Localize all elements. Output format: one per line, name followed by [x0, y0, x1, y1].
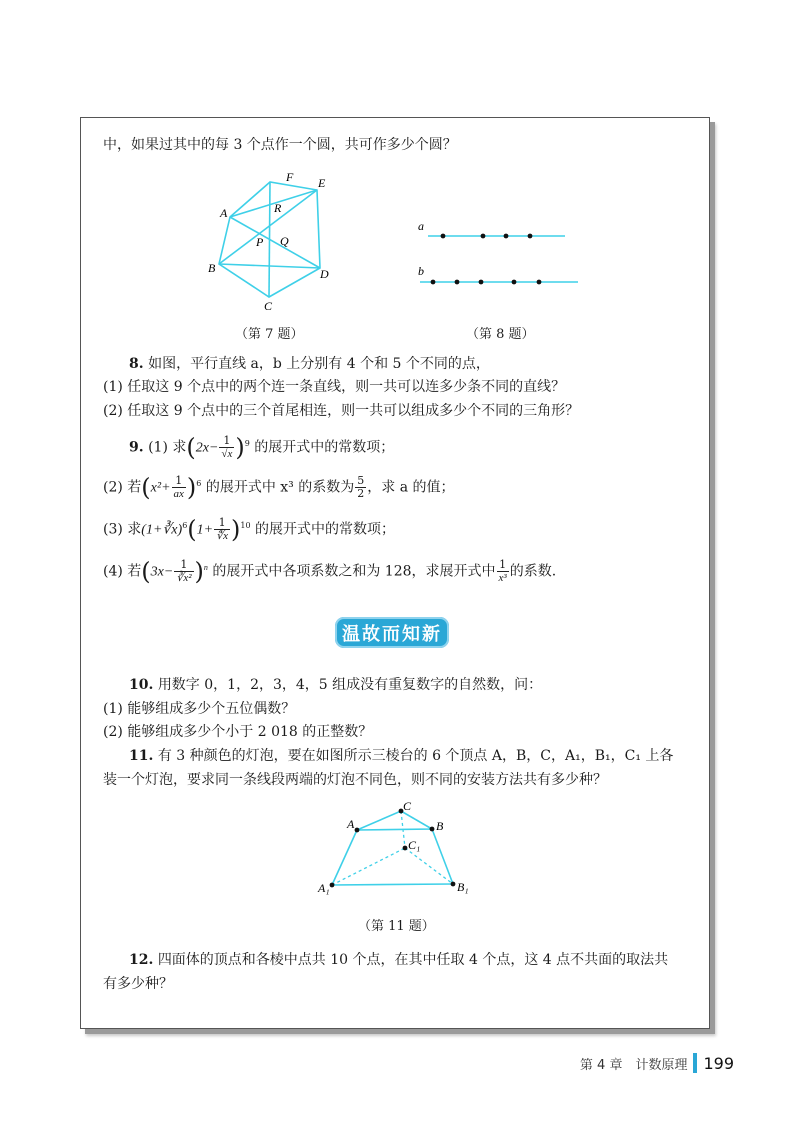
- q9-p3-exponent-1: 6: [182, 521, 188, 530]
- fig11-label-b1: B₁: [457, 880, 469, 894]
- figure-8: [410, 215, 590, 295]
- chapter-title: 第 4 章 计数原理: [579, 1057, 688, 1073]
- fig7-label-e: E: [318, 176, 326, 190]
- q9-p4-fraction: [174, 559, 193, 584]
- fig11-label-c1: C₁: [408, 838, 421, 852]
- q9-number: 9.: [129, 439, 144, 456]
- q9-p4-exponent: n: [203, 563, 208, 572]
- q9-part-3: [103, 512, 395, 545]
- right-paren: ): [231, 515, 241, 544]
- q8-stem: 如图，平行直线 a，b 上分别有 4 个和 5 个不同的点，: [148, 356, 490, 372]
- q10-stem: 用数字 0，1，2，3，4，5 组成没有重复数字的自然数，问：: [157, 677, 543, 693]
- q12-number: 12.: [129, 952, 154, 968]
- q9-p4-expr: 3x−: [150, 564, 174, 580]
- q9-p1-frac-num: 1: [219, 435, 234, 448]
- q9-p3-exponent-2: 10: [240, 521, 251, 530]
- q11-line-1: [129, 746, 673, 766]
- q11-line-2: 装一个灯泡，要求同一条线段两端的灯泡不同色，则不同的安装方法共有多少种？: [103, 772, 607, 788]
- q9-p4-mid: 的展开式中各项系数之和为 128，求展开式中: [212, 563, 496, 580]
- fig11-caption: （第 11 题）: [358, 919, 435, 934]
- left-paren: (: [187, 515, 197, 544]
- fig11-label-a: A: [347, 817, 355, 831]
- page-footer: [580, 1053, 734, 1073]
- q10-stem-line: [129, 675, 542, 695]
- q12-line-1: [129, 950, 668, 970]
- q9-p4-frac-den: ∛x²: [176, 572, 192, 585]
- q8-part-2: (2) 任取这 9 个点中的三个首尾相连，则一共可以组成多少个不同的三角形？: [103, 403, 580, 419]
- q8-part-1: (1) 任取这 9 个点中的两个连一条直线，则一共可以连多少条不同的直线？: [103, 379, 566, 395]
- q10-part-2: (2) 能够组成多少个小于 2 018 的正整数？: [103, 724, 373, 740]
- q9-part-1: [129, 430, 394, 463]
- left-paren: (: [141, 557, 151, 586]
- q9-p4-frac-num: 1: [174, 559, 193, 572]
- q9-p1-exponent: 9: [244, 439, 250, 448]
- q9-p4-term: [497, 559, 509, 584]
- q9-p3-pre: (3) 求: [103, 521, 142, 538]
- q9-p3-frac-den: ∜x: [216, 530, 229, 543]
- q9-p1-fraction: [219, 435, 234, 460]
- q9-p4-post: 的系数.: [509, 563, 557, 580]
- fig8-caption: （第 8 题）: [466, 327, 535, 342]
- q9-p2-pre: (2) 若: [103, 479, 142, 496]
- section-banner: 温故而知新: [335, 617, 449, 648]
- fig7-label-c: C: [264, 299, 273, 313]
- q12-line-2: 有多少种？: [103, 976, 173, 992]
- fig8-label-b: b: [418, 264, 424, 278]
- q9-p2-fraction: [172, 475, 186, 500]
- fig8-label-a: a: [418, 219, 424, 233]
- fig11-label-c: C: [403, 799, 412, 813]
- q9-p1-post: 的展开式中的常数项；: [254, 439, 395, 456]
- q11-text-1: 有 3 种颜色的灯泡，要在如图所示三棱台的 6 个顶点 A，B，C，A₁，B₁，C₁ 上各: [157, 748, 674, 764]
- fig11-label-a1: A₁: [318, 881, 330, 895]
- q9-p2-expr: x²+: [150, 480, 171, 496]
- q9-p2-val-num: 5: [357, 474, 365, 488]
- fig7-label-q: Q: [280, 234, 289, 248]
- q9-part-4: [103, 554, 556, 587]
- q9-p2-value: [355, 475, 366, 500]
- q9-p2-mid: 的展开式中 x³ 的系数为: [205, 479, 355, 496]
- right-paren: ): [235, 433, 245, 462]
- fig7-label-d: D: [320, 267, 329, 281]
- q9-p2-post: ，求 a 的值；: [367, 479, 455, 496]
- q9-p3-expr2: 1+: [196, 522, 214, 538]
- right-paren: ): [186, 473, 197, 502]
- page-number: 199: [703, 1053, 734, 1073]
- q8-number: 8.: [129, 356, 144, 372]
- left-paren: (: [186, 433, 196, 462]
- left-paren: (: [141, 473, 151, 502]
- fig11-label-b: B: [436, 819, 444, 833]
- figure-11: [310, 798, 485, 908]
- q9-p3-expr1: (1+∛x): [141, 522, 183, 538]
- footer-divider: [693, 1053, 697, 1073]
- q9-p4-t-num: 1: [497, 559, 509, 572]
- q9-p1-frac-den: √x: [221, 448, 233, 461]
- q9-p1-pre: (1) 求: [148, 439, 187, 456]
- q9-p2-frac-num: 1: [172, 475, 186, 488]
- fig7-label-b: B: [208, 261, 216, 275]
- figure-7: [200, 165, 360, 315]
- q12-text-1: 四面体的顶点和各棱中点共 10 个点，在其中任取 4 个点，这 4 点不共面的取法共: [157, 952, 669, 968]
- q9-p2-frac-den: ax: [173, 488, 184, 501]
- q10-number: 10.: [129, 677, 154, 693]
- right-paren: ): [194, 557, 204, 586]
- fig7-label-a: A: [220, 206, 228, 220]
- fig7-label-r: R: [274, 201, 282, 215]
- q9-p3-post: 的展开式中的常数项；: [255, 521, 396, 538]
- intro-line: 中，如果过其中的每 3 个点作一个圆，共可作多少个圆？: [103, 137, 457, 153]
- q9-p3-frac-num: 1: [214, 517, 230, 530]
- q9-p4-t-den: x³: [498, 572, 507, 585]
- q9-p2-val-den: 2: [357, 487, 365, 501]
- q11-number: 11.: [129, 748, 154, 764]
- fig7-label-p: P: [256, 235, 264, 249]
- fig7-label-f: F: [286, 170, 294, 184]
- q9-p3-fraction: [214, 517, 230, 542]
- q8-stem-line: [129, 354, 490, 374]
- q9-p4-pre: (4) 若: [103, 563, 142, 580]
- fig7-caption: （第 7 题）: [235, 327, 304, 342]
- q9-part-2: [103, 470, 455, 503]
- q10-part-1: (1) 能够组成多少个五位偶数？: [103, 701, 296, 717]
- q9-p1-expr: 2x−: [195, 440, 219, 456]
- q9-p2-exponent: 6: [196, 479, 202, 488]
